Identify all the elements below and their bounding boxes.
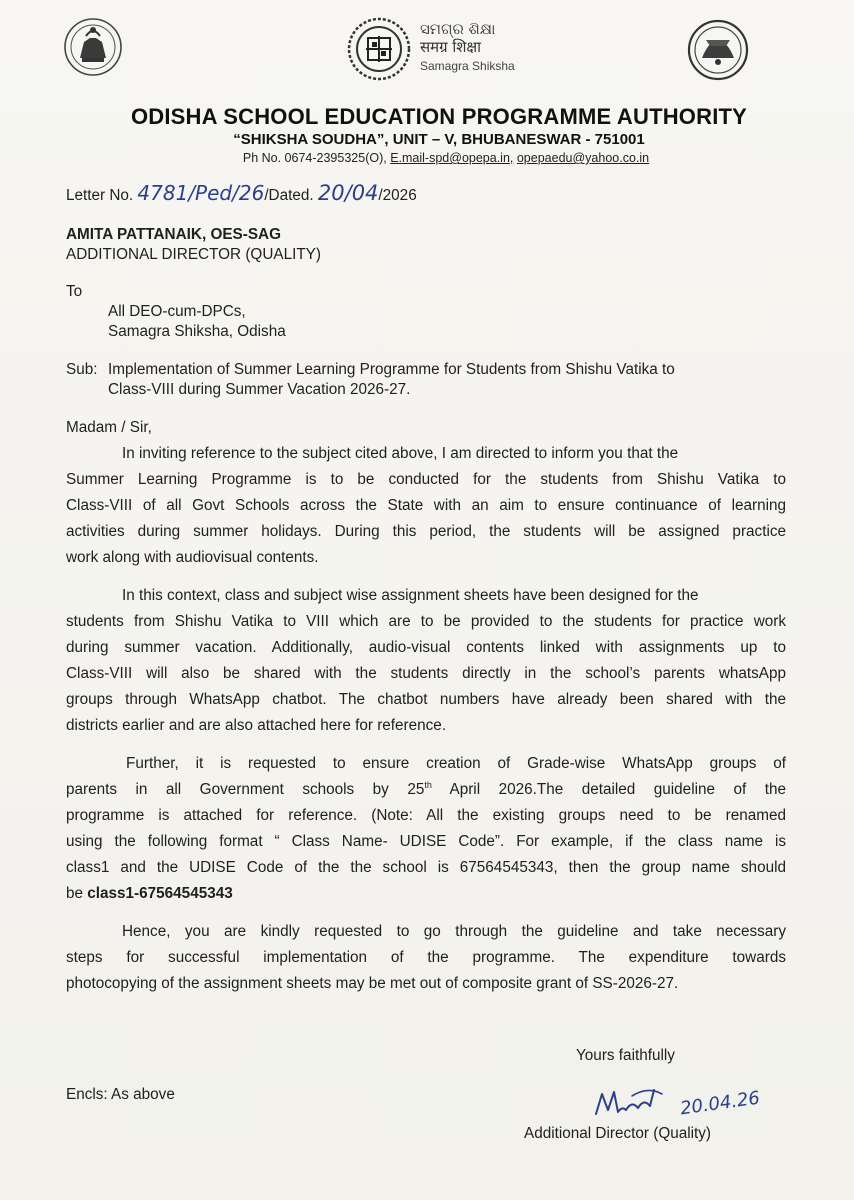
- signature-date-handwritten: 20.04.26: [678, 1087, 762, 1120]
- subject-label: Sub:: [66, 361, 98, 378]
- para1-line: Summer Learning Programme is to be conducted for the students from Shishu Vatika to: [66, 471, 786, 488]
- para3-text: parents in all Government schools by 25: [66, 781, 425, 798]
- samagra-shiksha-logo-icon: [346, 16, 412, 82]
- phone-number: Ph No. 0674-2395325(O),: [242, 151, 387, 165]
- para3-line: using the following format “ Class Name- UDISE Code”. For example, if the class name is: [66, 833, 786, 850]
- letter-number-line: [66, 183, 417, 206]
- subject-line-1: Implementation of Summer Learning Programme for Students from Shishu Vatika to: [108, 361, 675, 378]
- para2-line: districts earlier and are also attached here for reference.: [66, 717, 447, 734]
- para2-line: In this context, class and subject wise assignment sheets have been designed for the: [122, 587, 699, 604]
- ss-hindi-text: समग्र शिक्षा: [420, 38, 482, 56]
- para3-line: programme is attached for reference. (Note: All the existing groups need to be renamed: [66, 807, 786, 824]
- para1-line: work along with audiovisual contents.: [66, 549, 319, 566]
- para2-line: students from Shishu Vatika to VIII which are to be provided to the students for practice work: [66, 613, 786, 630]
- para3-text: April 2026.The detailed guideline of the: [431, 781, 786, 798]
- para3-line: Further, it is requested to ensure creation of Grade-wise WhatsApp groups of: [126, 755, 786, 772]
- sender-name: AMITA PATTANAIK, OES-SAG: [66, 226, 281, 243]
- email-link-2[interactable]: opepaedu@yahoo.co.in: [516, 151, 650, 165]
- para4-line: steps for successful implementation of the programme. The expenditure towards: [66, 949, 786, 966]
- subject-line-2: Class-VIII during Summer Vacation 2026-27.: [108, 381, 411, 398]
- para2-line: during summer vacation. Additionally, audio-visual contents linked with assignments up to: [66, 639, 786, 656]
- group-name-example: class1-67564545343: [87, 885, 233, 902]
- date-year: /2026: [378, 187, 417, 204]
- org-contact: [0, 151, 854, 165]
- recipient-line-2: Samagra Shiksha, Odisha: [108, 323, 286, 340]
- closing: Yours faithfully: [576, 1047, 675, 1064]
- odisha-emblem-icon: [62, 14, 124, 80]
- org-address: “SHIKSHA SOUDHA”, UNIT – V, BHUBANESWAR - 751001: [233, 131, 645, 148]
- para3-text: be: [66, 885, 88, 902]
- para3-line: [66, 884, 233, 904]
- recipient-line-1: All DEO-cum-DPCs,: [108, 303, 246, 320]
- signatory-designation: Additional Director (Quality): [524, 1125, 712, 1142]
- ss-odia-text: ସମଗ୍ର ଶିକ୍ଷା: [420, 20, 496, 38]
- samagra-shiksha-wordmark: [420, 20, 530, 74]
- salutation: Madam / Sir,: [66, 419, 152, 436]
- ss-english-text: Samagra Shiksha: [420, 59, 515, 73]
- date-handwritten: 20/04: [317, 181, 379, 205]
- opepa-seal-icon: [686, 18, 750, 82]
- email-link-1[interactable]: E.mail-spd@opepa.in,: [390, 151, 514, 165]
- dated-label: /Dated.: [264, 187, 314, 204]
- letter-no-label: Letter No.: [66, 187, 134, 204]
- para4-line: photocopying of the assignment sheets may be met out of composite grant of SS-2026-27.: [66, 975, 679, 992]
- sender-designation: ADDITIONAL DIRECTOR (QUALITY): [66, 246, 321, 263]
- para1-line: In inviting reference to the subject cited above, I am directed to inform you that the: [122, 445, 679, 462]
- para1-line: activities during summer holidays. During this period, the students will be assigned practice: [66, 523, 786, 540]
- para1-line: Class-VIII of all Govt Schools across the State with an aim to ensure continuance of learning: [66, 497, 786, 514]
- letter-no-handwritten: 4781/Ped/26: [137, 181, 265, 205]
- enclosures: Encls: As above: [66, 1086, 175, 1103]
- para2-line: groups through WhatsApp chatbot. The chatbot numbers have already been shared with the: [66, 691, 786, 708]
- to-label: To: [66, 283, 83, 300]
- date-suffix: th: [424, 779, 432, 790]
- para2-line: Class-VIII will also be shared with the students directly in the school’s parents whatsApp: [66, 665, 786, 682]
- para3-line: [66, 780, 786, 800]
- para3-line: class1 and the UDISE Code of the the school is 67564545343, then the group name should: [66, 859, 786, 876]
- para4-line: Hence, you are kindly requested to go through the guideline and take necessary: [122, 923, 786, 940]
- org-name: ODISHA SCHOOL EDUCATION PROGRAMME AUTHORITY: [130, 104, 748, 129]
